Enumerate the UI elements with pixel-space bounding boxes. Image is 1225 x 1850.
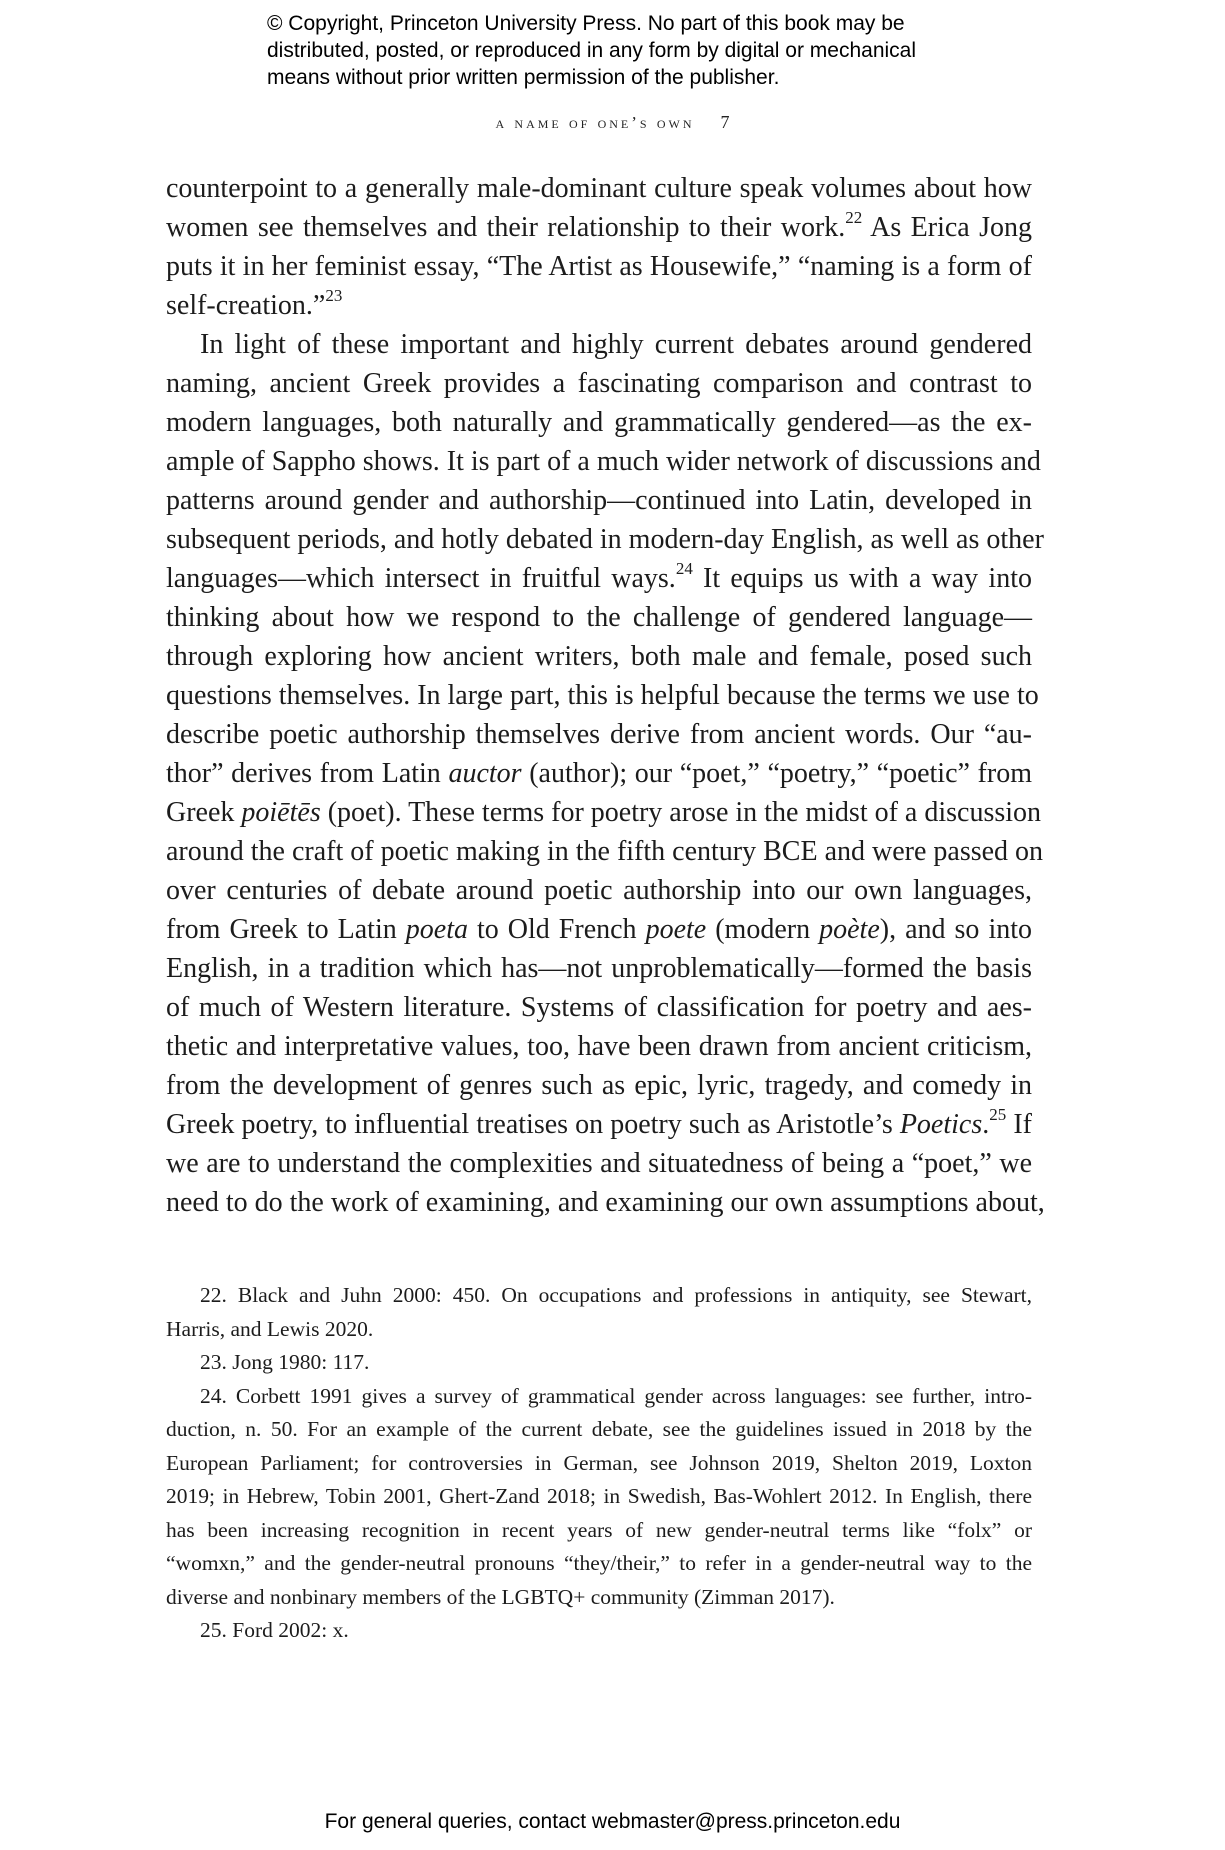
text-line: through exploring how ancient writers, both male and female, posed such [166, 641, 1032, 672]
text-line: from the development of genres such as epic, lyric, tragedy, and comedy in [166, 1070, 1032, 1101]
footnote-24: 24. Corbett 1991 gives a survey of grammatical gender across languages: see further, intro- [200, 1383, 1032, 1408]
footnote-24-cont: duction, n. 50. For an example of the current debate, see the guidelines issued in 2018 by the [166, 1417, 1032, 1441]
footnote-25: 25. Ford 2002: x. [200, 1618, 349, 1642]
text-line: of much of Western literature. Systems of classification for poetry and aes- [166, 992, 1032, 1023]
text-line: English, in a tradition which has—not unproblematically—formed the basis [166, 953, 1032, 984]
footnote-22-cont: Harris, and Lewis 2020. [166, 1316, 374, 1341]
text-line: counterpoint to a generally male-dominant culture speak volumes about how [166, 173, 1032, 204]
text-line: ample of Sappho shows. It is part of a much wider network of discussions and [166, 446, 1041, 477]
copyright-line: © Copyright, Princeton University Press. No part of this book may be [267, 12, 905, 35]
copyright-notice [267, 10, 1027, 91]
text-line: modern languages, both naturally and grammatically gendered—as the ex- [166, 407, 1032, 438]
footnote-ref-25[interactable]: 25 [989, 1104, 1007, 1124]
text-line: naming, ancient Greek provides a fascinating comparison and contrast to [166, 368, 1032, 399]
footnote-22: 22. Black and Juhn 2000: 450. On occupations and professions in antiquity, see Stewart, [200, 1283, 1032, 1307]
footnote-24-cont: “womxn,” and the gender-neutral pronouns “they/their,” to refer in a gender-neutral way to the [166, 1551, 1032, 1575]
text-line: thinking about how we respond to the challenge of gendered language— [166, 602, 1032, 633]
text-line: questions themselves. In large part, this is helpful because the terms we use to [166, 680, 1039, 711]
text-line: Greek poiētēs (poet). These terms for poetry arose in the midst of a discussion [166, 797, 1042, 828]
footnote-24-cont: diverse and nonbinary members of the LGBTQ+ community (Zimman 2017). [166, 1584, 835, 1609]
footnote-24-cont: 2019; in Hebrew, Tobin 2001, Ghert-Zand 2018; in Swedish, Bas-Wohlert 2012. In English, there [166, 1484, 1032, 1508]
text-line: Greek poetry, to influential treatises on poetry such as Aristotle’s Poetics.$^{25}$ If [166, 1104, 1032, 1140]
text-line: In light of these important and highly current debates around gendered [200, 329, 1032, 360]
running-head [0, 112, 1225, 133]
text-line: women see themselves and their relationship to their work.$^{22}$ As Erica Jong [166, 207, 1032, 243]
copyright-line: distributed, posted, or reproduced in any form by digital or mechanical [267, 39, 917, 62]
text-line: thetic and interpretative values, too, have been drawn from ancient criticism, [166, 1031, 1032, 1062]
text-line: patterns around gender and authorship—continued into Latin, developed in [166, 485, 1032, 516]
text-line: from Greek to Latin poeta to Old French poete (modern poète), and so into [166, 914, 1033, 945]
text-line: thor” derives from Latin auctor (author); our “poet,” “poetry,” “poetic” from [166, 758, 1032, 789]
text-line: describe poetic authorship themselves derive from ancient words. Our “au- [166, 719, 1032, 750]
footnote-ref-22[interactable]: 22 [845, 207, 863, 227]
text-line: self-creation.”$^{23}$ [166, 285, 343, 321]
body-text [166, 169, 1045, 1222]
copyright-line: means without prior written permission of the publisher. [267, 66, 780, 89]
text-line: need to do the work of examining, and examining our own assumptions about, [166, 1187, 1045, 1218]
text-line: over centuries of debate around poetic authorship into our own languages, [166, 875, 1032, 906]
running-title: a name of one’s own [495, 113, 695, 132]
footer-contact: For general queries, contact webmaster@press.princeton.edu [324, 1810, 901, 1833]
text-line: we are to understand the complexities and situatedness of being a “poet,” we [166, 1148, 1032, 1179]
text-line: puts it in her feminist essay, “The Artist as Housewife,” “naming is a form of [166, 251, 1032, 282]
footnote-24-cont: European Parliament; for controversies in German, see Johnson 2019, Shelton 2019, Loxton [166, 1450, 1032, 1475]
page-number: 7 [720, 112, 730, 132]
footnote-23: 23. Jong 1980: 117. [200, 1350, 370, 1374]
footnotes [166, 1279, 1032, 1648]
text-line: languages—which intersect in fruitful ways.$^{24}$ It equips us with a way into [166, 558, 1032, 594]
footnote-ref-24[interactable]: 24 [675, 558, 693, 578]
text-line: around the craft of poetic making in the fifth century BCE and were passed on [166, 836, 1044, 867]
footnote-24-cont: has been increasing recognition in recent years of new gender-neutral terms like “folx” or [166, 1517, 1032, 1542]
text-line: subsequent periods, and hotly debated in modern-day English, as well as other [166, 524, 1044, 555]
footnote-ref-23[interactable]: 23 [325, 285, 343, 305]
